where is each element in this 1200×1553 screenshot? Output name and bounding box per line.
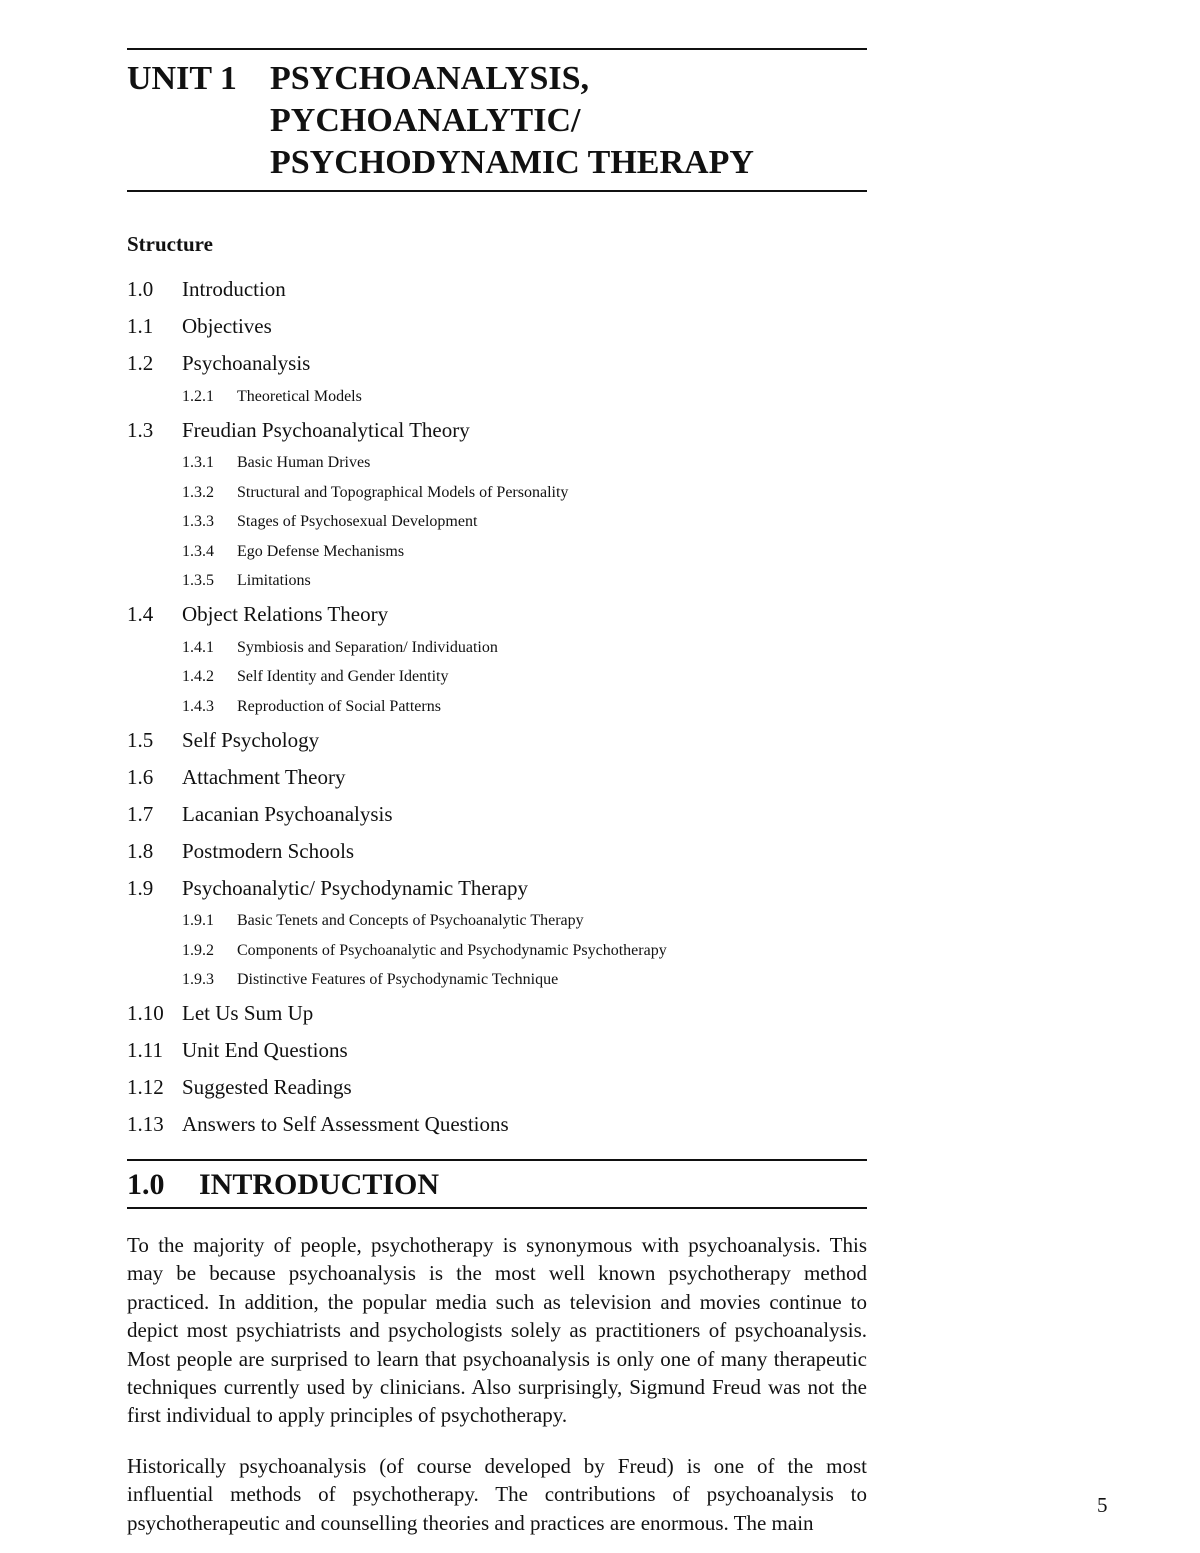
section-bottom-rule: [127, 1207, 867, 1209]
toc-item-number: 1.6: [127, 764, 154, 789]
toc-subitem-number: 1.3.3: [182, 513, 214, 531]
section-number: 1.0: [127, 1168, 165, 1201]
toc-item-number: 1.8: [127, 838, 154, 863]
body-text: [127, 1231, 867, 1537]
toc-item-title: Lacanian Psychoanalysis: [182, 801, 393, 826]
toc-subitem-title: Basic Human Drives: [237, 454, 371, 472]
toc-item: [127, 1069, 867, 1106]
toc-item: [127, 796, 867, 833]
toc-subitem-number: 1.4.1: [182, 638, 214, 656]
toc-item-number: 1.11: [127, 1038, 163, 1062]
toc-item: [127, 308, 867, 345]
toc-item-number: 1.12: [127, 1075, 164, 1099]
toc-item-title: Objectives: [182, 314, 272, 338]
toc-item-title: Introduction: [182, 277, 286, 301]
toc-subitem-title: Distinctive Features of Psychodynamic Technique: [237, 971, 559, 989]
toc-item: [127, 870, 867, 907]
toc-item: [127, 995, 867, 1032]
toc-subitem-title: Stages of Psychosexual Development: [237, 513, 478, 531]
toc-subitem-title: Limitations: [237, 572, 311, 590]
toc-item: [127, 412, 867, 449]
toc-item-title: Answers to Self Assessment Questions: [182, 1112, 509, 1136]
toc-subitem-number: 1.9.2: [182, 941, 214, 959]
toc-item-number: 1.1: [127, 314, 154, 338]
toc-subitem: [127, 478, 867, 508]
toc-item-title: Object Relations Theory: [182, 602, 389, 626]
toc-subitem-title: Self Identity and Gender Identity: [237, 668, 449, 686]
toc-item-number: 1.0: [127, 277, 154, 301]
toc-item-number: 1.2: [127, 351, 154, 375]
unit-title-line: PYCHOANALYTIC/: [270, 102, 581, 139]
toc-item-title: Psychoanalytic/ Psychodynamic Therapy: [182, 875, 529, 900]
toc-subitem-title: Theoretical Models: [237, 387, 362, 405]
unit-title-line: PSYCHODYNAMIC THERAPY: [270, 144, 754, 181]
toc-item-number: 1.3: [127, 417, 154, 442]
toc-subitem-number: 1.2.1: [182, 387, 214, 405]
toc-item-number: 1.5: [127, 727, 154, 752]
heading-bottom-rule: [127, 190, 867, 192]
toc-subitem: [127, 633, 867, 663]
unit-title: [270, 58, 754, 184]
section-heading: [127, 1159, 867, 1209]
toc-item-title: Postmodern Schools: [182, 838, 355, 863]
toc-subitem: [127, 449, 867, 479]
toc-item: [127, 345, 867, 382]
toc-subitem-title: Symbiosis and Separation/ Individuation: [237, 638, 498, 656]
toc-item-title: Attachment Theory: [182, 764, 346, 789]
toc-item-title: Self Psychology: [182, 727, 320, 752]
toc-item-number: 1.9: [127, 875, 154, 900]
toc-item-number: 1.7: [127, 801, 154, 826]
toc-item-number: 1.10: [127, 1001, 164, 1025]
toc-subitem: [127, 907, 867, 937]
unit-heading: [127, 50, 867, 190]
toc-subitem-title: Ego Defense Mechanisms: [237, 542, 405, 560]
toc-subitem: [127, 537, 867, 567]
toc-subitem: [127, 936, 867, 966]
toc-item-number: 1.13: [127, 1112, 164, 1136]
unit-title-line: PSYCHOANALYSIS,: [270, 60, 589, 97]
toc-subitem: [127, 567, 867, 597]
section-title: INTRODUCTION: [199, 1168, 440, 1201]
table-of-contents: [127, 271, 867, 1143]
toc-item: [127, 722, 867, 759]
toc-subitem-number: 1.4.2: [182, 668, 214, 686]
toc-item: [127, 1032, 867, 1069]
toc-item: [127, 1106, 867, 1143]
toc-subitem-number: 1.4.3: [182, 697, 214, 715]
toc-item: [127, 833, 867, 870]
toc-item-title: Unit End Questions: [182, 1038, 348, 1062]
toc-subitem-number: 1.3.2: [182, 483, 214, 501]
page-number: 5: [1097, 1493, 1108, 1517]
toc-subitem-number: 1.3.4: [182, 542, 214, 560]
toc-subitem-title: Basic Tenets and Concepts of Psychoanalytic Therapy: [237, 912, 584, 930]
toc-item: [127, 596, 867, 633]
toc-subitem-title: Structural and Topographical Models of Personality: [237, 483, 569, 501]
toc-item-title: Let Us Sum Up: [182, 1001, 314, 1025]
toc-subitem-number: 1.3.1: [182, 454, 214, 472]
toc-subitem: [127, 663, 867, 693]
toc-item-number: 1.4: [127, 602, 154, 626]
unit-label: UNIT 1: [127, 60, 237, 97]
toc-item-title: Psychoanalysis: [182, 351, 311, 375]
toc-subitem-title: Reproduction of Social Patterns: [237, 697, 441, 715]
toc-subitem: [127, 966, 867, 996]
structure-label: Structure: [127, 232, 213, 256]
toc-subitem: [127, 692, 867, 722]
toc-subitem-title: Components of Psychoanalytic and Psychodynamic Psychotherapy: [237, 941, 667, 959]
toc-subitem: [127, 382, 867, 412]
paragraph: Historically psychoanalysis (of course developed by Freud) is one of the most influential methods of psychotherapy. The contributions of psychoanalysis to psychotherapeutic and counselling theories and practices are enormous. The main: [127, 1453, 867, 1535]
page-content: [127, 48, 867, 1537]
toc-item: [127, 759, 867, 796]
paragraph: To the majority of people, psychotherapy is synonymous with psychoanalysis. This may be because psychoanalysis is the most well known psychotherapy method practiced. In addition, the popular media such as television and movies continue to depict most psychiatrists and psychologists solely as practitioners of psychoanalysis. Most people are surprised to learn that psychoanalysis is only one of many therapeutic techniques currently used by clinicians. Also surprisingly, Sigmund Freud was not the first individual to apply principles of psychotherapy.: [127, 1233, 867, 1428]
toc-subitem-number: 1.9.3: [182, 971, 214, 989]
toc-subitem-number: 1.3.5: [182, 572, 214, 590]
toc-item-title: Freudian Psychoanalytical Theory: [182, 417, 470, 442]
toc-item: [127, 271, 867, 308]
toc-item-title: Suggested Readings: [182, 1075, 352, 1099]
toc-subitem: [127, 508, 867, 538]
toc-subitem-number: 1.9.1: [182, 912, 214, 930]
